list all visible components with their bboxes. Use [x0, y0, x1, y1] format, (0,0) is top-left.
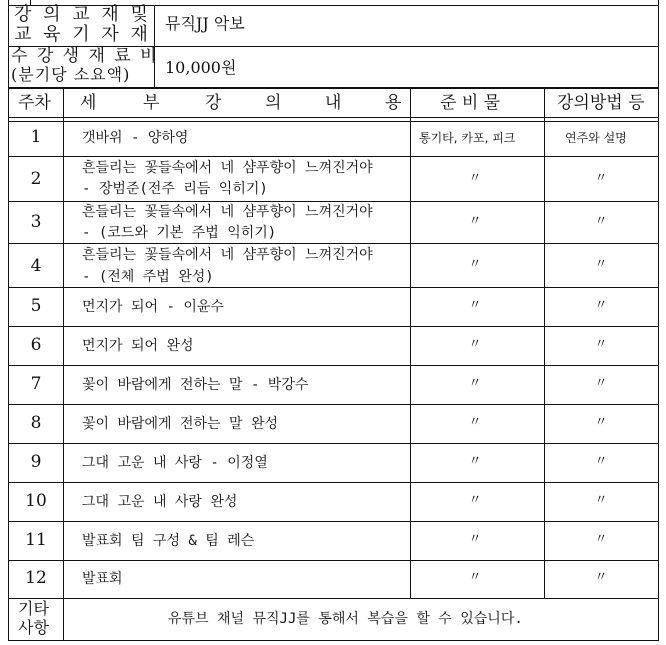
ditto-mark: 〃	[594, 171, 608, 186]
ditto-mark: 〃	[468, 298, 482, 313]
week-number: 9	[30, 452, 42, 472]
header-method: 강의방법 등	[557, 93, 645, 113]
lesson-content-line2: - 장범준(전주 리듬 익히기)	[82, 181, 268, 197]
header-content-char: 부	[143, 93, 160, 113]
lesson-content: 흔들리는 꽃들속에서 네 샴푸향이 느껴진거야	[82, 160, 373, 176]
label-materials-line2: 교 육 기 자 재	[14, 24, 151, 45]
lesson-content-line2: - (전체 주법 완성)	[82, 269, 214, 285]
header-materials: 준 비 물	[440, 93, 501, 113]
header-content-char: 의	[265, 93, 282, 113]
ditto-mark: 〃	[468, 171, 482, 186]
lesson-content-line2: - (코드와 기본 주법 익히기)	[82, 225, 277, 241]
lesson-content: 흔들리는 꽃들속에서 네 샴푸향이 느껴진거야	[82, 204, 373, 220]
header-content-char: 강	[205, 93, 222, 113]
materials-value: 뮤직JJ 악보	[165, 14, 245, 33]
week-number: 3	[30, 212, 42, 232]
fee-value: 10,000원	[165, 58, 237, 77]
label-fee-line2: (분기당 소요액)	[11, 65, 131, 84]
ditto-mark: 〃	[468, 532, 482, 547]
week-number: 12	[25, 568, 47, 588]
label-materials-line1: 강 의 교 재 및	[14, 4, 151, 25]
footer-label-line2: 사항	[18, 618, 49, 637]
ditto-mark: 〃	[468, 214, 482, 229]
ditto-mark: 〃	[594, 214, 608, 229]
ditto-mark: 〃	[594, 493, 608, 508]
lesson-content: 발표회	[82, 571, 123, 587]
ditto-mark: 〃	[594, 532, 608, 547]
lesson-content: 갯바위 - 양하영	[82, 130, 189, 146]
week-number: 2	[30, 169, 42, 189]
lesson-content: 흔들리는 꽃들속에서 네 샴푸향이 느껴진거야	[82, 247, 373, 263]
ditto-mark: 〃	[468, 415, 482, 430]
week-number: 11	[25, 530, 47, 550]
ditto-mark: 〃	[468, 376, 482, 391]
lesson-content: 그대 고운 내 사랑 - 이정열	[82, 455, 268, 471]
ditto-mark: 〃	[594, 454, 608, 469]
ditto-mark: 〃	[468, 454, 482, 469]
ditto-mark: 〃	[468, 493, 482, 508]
ditto-mark: 〃	[594, 570, 608, 585]
lesson-content: 꽃이 바람에게 전하는 말 - 박강수	[82, 377, 309, 393]
lesson-content: 꽃이 바람에게 전하는 말 완성	[82, 416, 279, 432]
week-number: 6	[30, 335, 42, 355]
materials-cell: 통기타, 카포, 피크	[419, 131, 516, 145]
ditto-mark: 〃	[594, 415, 608, 430]
ditto-mark: 〃	[594, 298, 608, 313]
ditto-mark: 〃	[468, 257, 482, 272]
week-number: 7	[30, 374, 42, 394]
label-fee-line1: 수 강 생 재 료 비	[11, 46, 159, 66]
lesson-content: 먼지가 되어 완성	[82, 338, 194, 354]
header-content-char: 용	[385, 93, 402, 113]
week-number: 10	[25, 491, 47, 511]
lesson-content: 먼지가 되어 - 이윤수	[82, 299, 224, 315]
week-number: 8	[30, 413, 42, 433]
ditto-mark: 〃	[468, 570, 482, 585]
header-content-char: 세	[80, 93, 97, 113]
header-week: 주차	[18, 93, 51, 113]
week-number: 4	[30, 256, 42, 276]
ditto-mark: 〃	[594, 257, 608, 272]
ditto-mark: 〃	[594, 337, 608, 352]
lesson-content: 그대 고운 내 사랑 완성	[82, 494, 238, 510]
lesson-content: 발표회 팀 구성 & 팀 레슨	[82, 533, 255, 549]
ditto-mark: 〃	[468, 337, 482, 352]
footer-note: 유튜브 채널 뮤직JJ를 통해서 복습을 할 수 있습니다.	[168, 611, 523, 627]
header-content-char: 내	[325, 93, 342, 113]
week-number: 5	[30, 296, 42, 316]
ditto-mark: 〃	[594, 376, 608, 391]
week-number: 1	[30, 127, 42, 147]
method-cell: 연주와 설명	[565, 131, 627, 145]
footer-label-line1: 기타	[18, 599, 49, 618]
